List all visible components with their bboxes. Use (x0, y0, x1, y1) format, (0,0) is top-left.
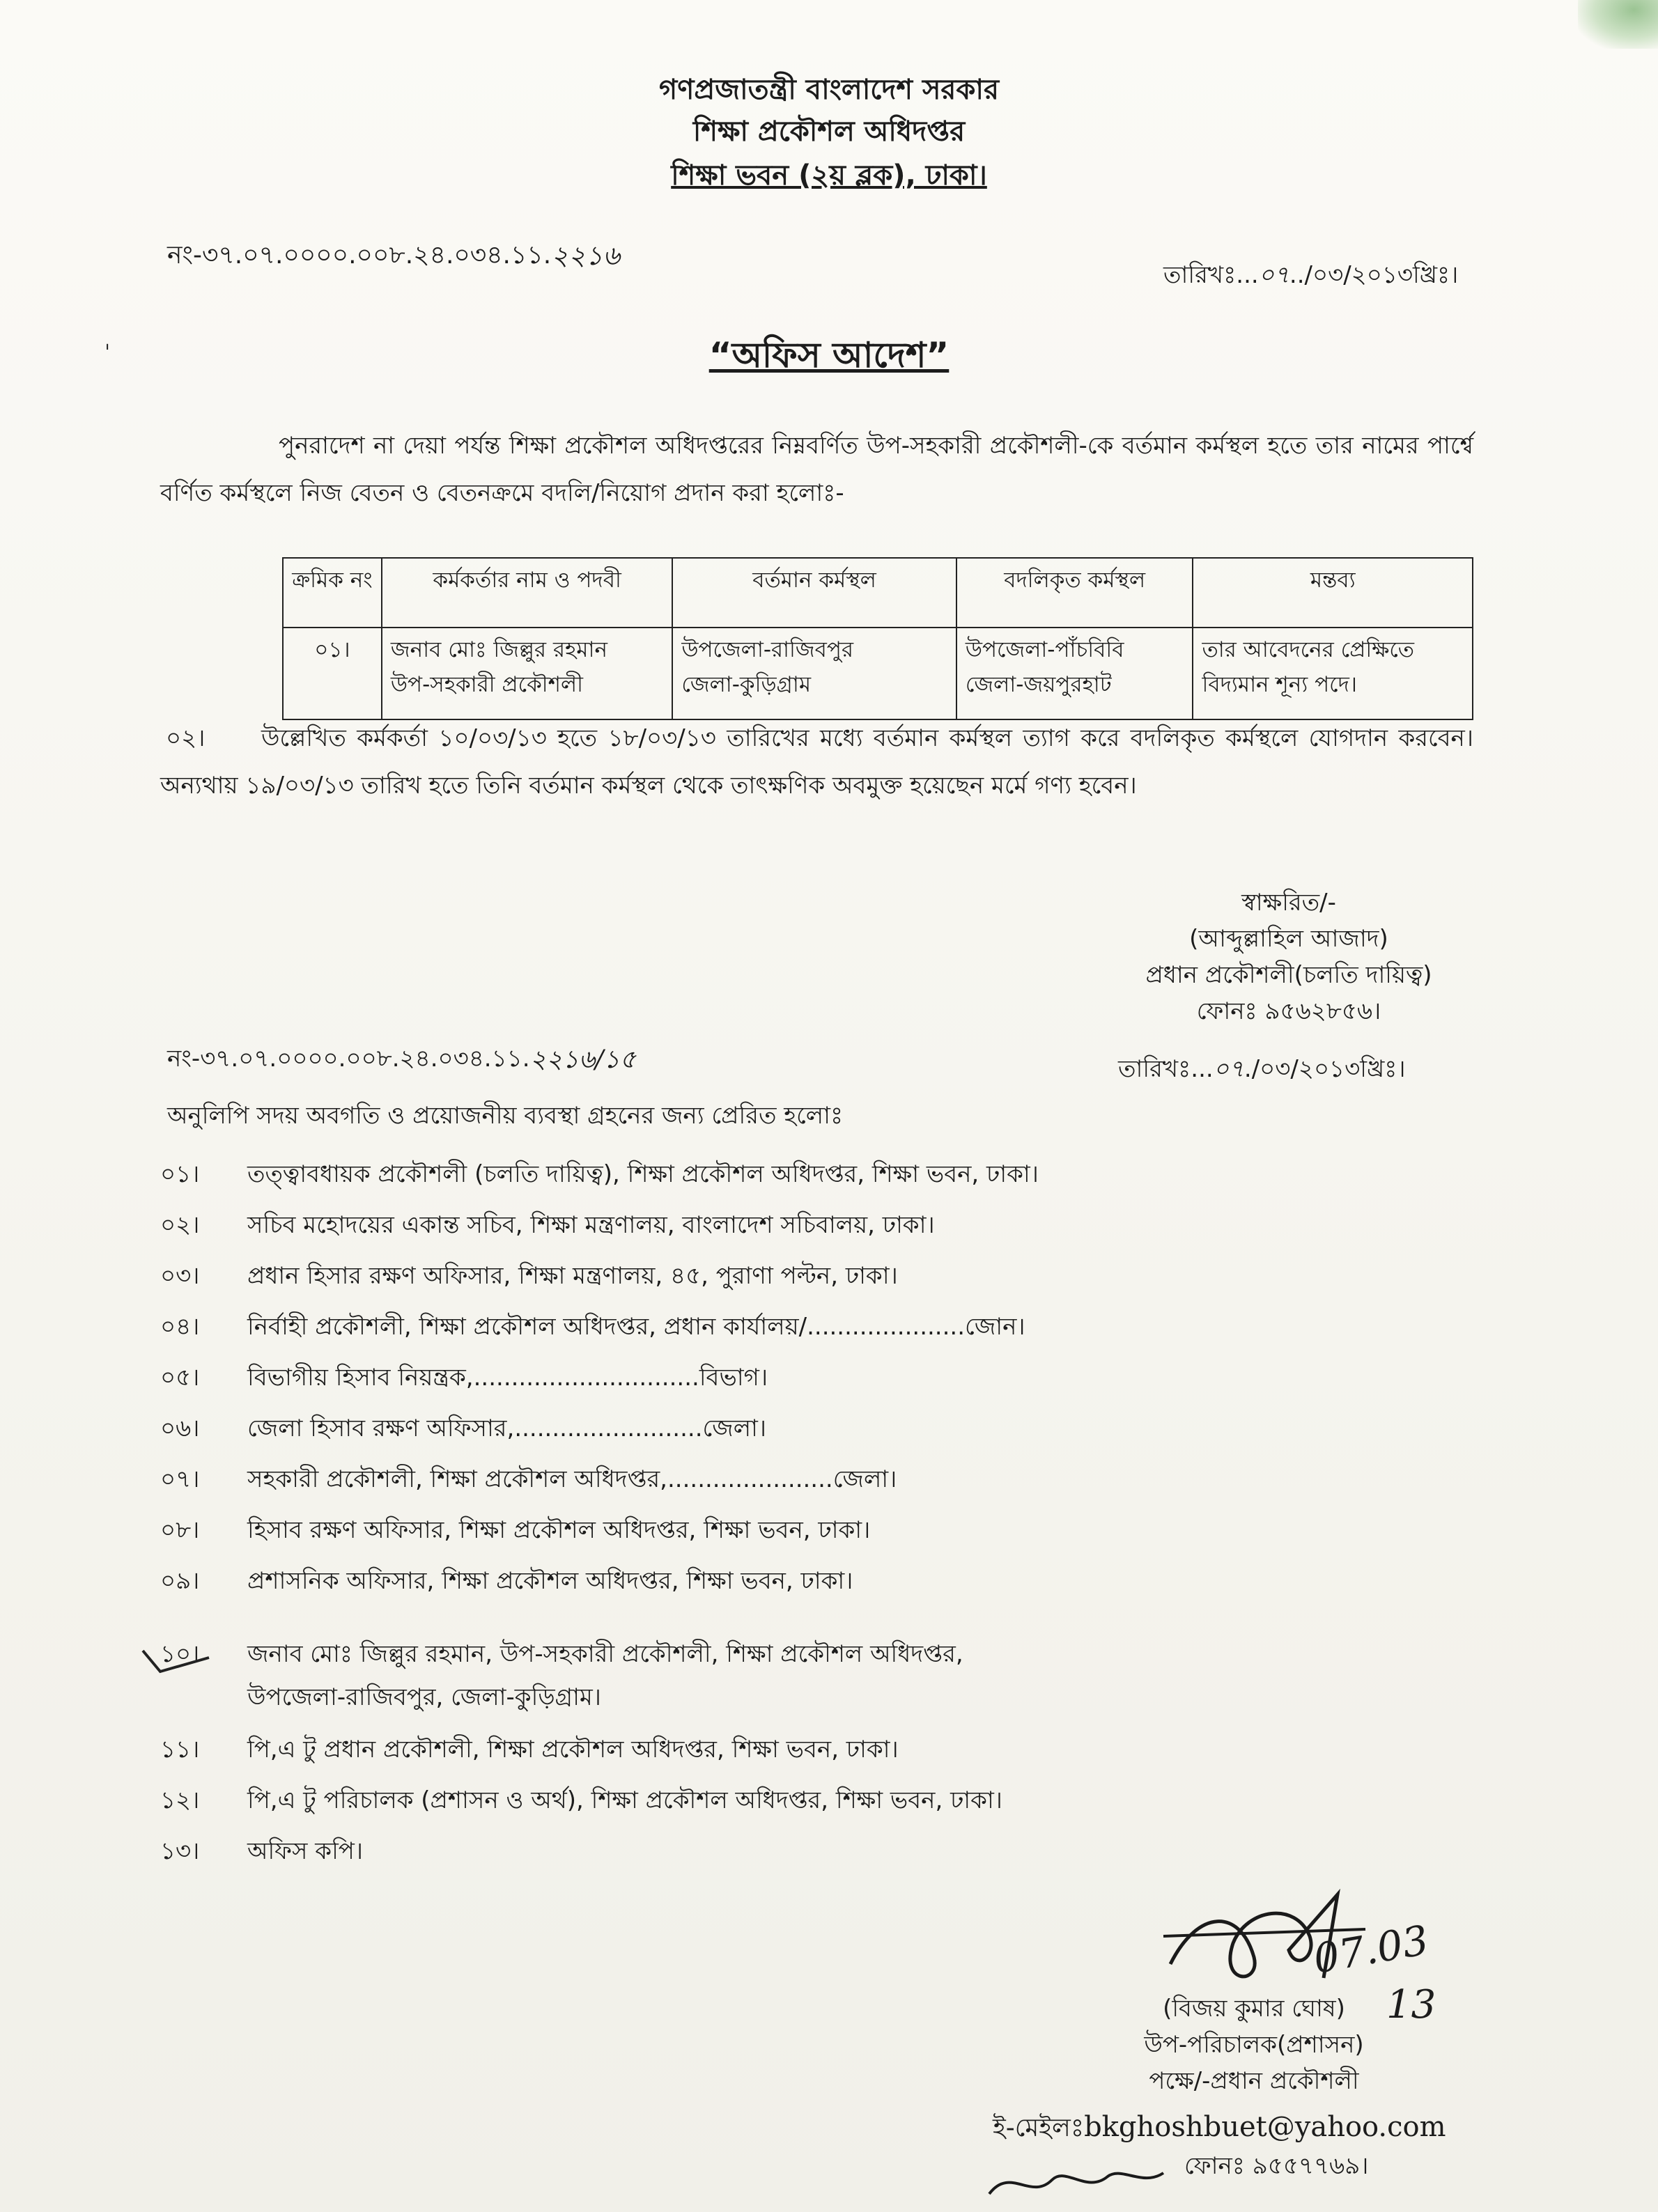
signature-year: 13 (1386, 1982, 1436, 2027)
list-item: ১৩। অফিস কপি। (160, 1837, 364, 1865)
signatory2-phone: ফোনঃ ৯৫৫৭৭৬৯। (1184, 2152, 1369, 2180)
cell-current-posting: উপজেলা-রাজিবপুর জেলা-কুড়িগ্রাম (672, 628, 956, 719)
list-item: ০১। তত্ত্বাবধায়ক প্রকৌশলী (চলতি দায়িত্ব), শিক্ষা প্রকৌশল অধিদপ্তর, শিক্ষা ভবন, ঢাকা। (160, 1160, 1039, 1188)
signatory-chief-engineer (1073, 885, 1505, 1029)
cell-name: জনাব মোঃ জিল্লুর রহমান উপ-সহকারী প্রকৌশলী (382, 628, 672, 719)
tick-mark (139, 1644, 216, 1679)
list-item: ০৬। জেলা হিসাব রক্ষণ অফিসার,.........................জেলা। (160, 1415, 767, 1442)
col-current-posting: বর্তমান কর্মস্থল (672, 558, 956, 628)
signature-date: 07.03 (1310, 1916, 1432, 1983)
list-item: ১০। জনাব মোঃ জিল্লুর রহমান, উপ-সহকারী প্রকৌশলী, শিক্ষা প্রকৌশল অধিদপ্তর, উপজেলা-রাজিবপুর, জেলা-কুড়িগ্রাম। (160, 1640, 963, 1711)
table-row (283, 628, 1473, 719)
list-item: ০২। সচিব মহোদয়ের একান্ত সচিব, শিক্ষা মন্ত্রণালয়, বাংলাদেশ সচিবালয়, ঢাকা। (160, 1211, 935, 1239)
copy-ref-number: নং-৩৭.০৭.০০০০.০০৮.২৪.০৩৪.১১. ২২১৬/১৫ (167, 1045, 636, 1074)
initial-scribble (982, 2159, 1177, 2208)
header-department: শিক্ষা প্রকৌশল অধিদপ্তর (692, 116, 966, 148)
copy-intro: অনুলিপি সদয় অবগতি ও প্রয়োজনীয় ব্যবস্থা গ্রহনের জন্য প্রেরিত হলোঃ (167, 1102, 844, 1130)
signatory2-on-behalf: পক্ষে/-প্রধান প্রকৌশলী (1149, 2067, 1359, 2095)
handwritten-date: ০৭ (1258, 261, 1289, 289)
transfer-table (282, 557, 1473, 720)
memo-ref-number: নং-৩৭.০৭.০০০০.০০৮.২৪.০৩৪.১১. ২২১৬ (167, 240, 620, 271)
handwritten-copy-ref: ২২১৬/১৫ (529, 1045, 636, 1074)
para2-text: উল্লেখিত কর্মকর্তা ১০/০৩/১৩ হতে ১৮/০৩/১৩ তারিখের মধ্যে বর্তমান কর্মস্থল ত্যাগ করে বদলিকৃত কর্মস্থলে যোগদান করবেন। অন্যথায় ১৯/০৩/১৩ তারিখ হতে তিনি বর্তমান কর্মস্থল থেকে তাৎক্ষণিক অবমুক্ত হয়েছেন মর্মে গণ্য হবেন। (160, 724, 1473, 800)
signatory-name: (আব্দুল্লাহিল আজাদ) (1189, 925, 1388, 953)
list-item: ০৫। বিভাগীয় হিসাব নিয়ন্ত্রক,..............................বিভাগ। (160, 1364, 768, 1392)
list-item: ০৪। নির্বাহী প্রকৌশলী, শিক্ষা প্রকৌশল অধিদপ্তর, প্রধান কার্যালয়/.....................জোন। (160, 1313, 1025, 1341)
cell-serial: ০১। (283, 628, 382, 719)
margin-mark: ˈ (104, 341, 111, 366)
handwritten-copy-date: ০৭ (1213, 1055, 1244, 1083)
signatory-phone: ফোনঃ ৯৫৬২৮৫৬। (1196, 997, 1381, 1025)
signatory2-email: ই-মেইলঃbkghoshbuet@yahoo.com (993, 2111, 1446, 2143)
signatory2-name: (বিজয় কুমার ঘোষ) (1163, 1995, 1345, 2023)
col-name: কর্মকর্তার নাম ও পদবী (382, 558, 672, 628)
list-item: ০৯। প্রশাসনিক অফিসার, শিক্ষা প্রকৌশল অধিদপ্তর, শিক্ষা ভবন, ঢাকা। (160, 1567, 853, 1595)
signatory-deputy-director (1073, 1991, 1435, 2099)
header-government: গণপ্রজাতন্ত্রী বাংলাদেশ সরকার (659, 74, 999, 106)
handwritten-ref: ২২১৬ (551, 240, 620, 271)
col-serial: ক্রমিক নং (283, 558, 382, 628)
list-item: ১২। পি,এ টু পরিচালক (প্রশাসন ও অর্থ), শিক্ষা প্রকৌশল অধিদপ্তর, শিক্ষা ভবন, ঢাকা। (160, 1786, 1002, 1814)
page-title: “অফিস আদেশ” (708, 335, 950, 375)
background-leaf (1578, 0, 1658, 49)
signatory-designation: প্রধান প্রকৌশলী(চলতি দায়িত্ব) (1145, 961, 1432, 989)
cell-new-posting: উপজেলা-পাঁচবিবি জেলা-জয়পুরহাট (956, 628, 1193, 719)
col-new-posting: বদলিকৃত কর্মস্থল (956, 558, 1193, 628)
list-item: ১১। পি,এ টু প্রধান প্রকৌশলী, শিক্ষা প্রকৌশল অধিদপ্তর, শিক্ষা ভবন, ঢাকা। (160, 1736, 899, 1763)
memo-date: তারিখঃ...০৭../০৩/২০১৩খ্রিঃ। (1163, 261, 1459, 289)
intro-paragraph: পুনরাদেশ না দেয়া পর্যন্ত শিক্ষা প্রকৌশল অধিদপ্তরের নিম্নবর্ণিত উপ-সহকারী প্রকৌশলী-কে বর্তমান কর্মস্থল হতে তার নামের পার্শ্বে বর্ণিত কর্মস্থলে নিজ বেতন ও বেতনক্রমে বদলি/নিয়োগ প্রদান করা হলোঃ- (160, 432, 1473, 507)
table-header-row (283, 558, 1473, 628)
signatory2-designation: উপ-পরিচালক(প্রশাসন) (1144, 2031, 1364, 2059)
signed-mark: স্বাক্ষরিত/- (1241, 889, 1336, 917)
col-remarks: মন্তব্য (1193, 558, 1473, 628)
header-address: শিক্ষা ভবন (২য় ব্লক), ঢাকা। (671, 159, 987, 192)
para2-number: ০২। (166, 724, 206, 752)
list-item: ০৭। সহকারী প্রকৌশলী, শিক্ষা প্রকৌশল অধিদপ্তর,......................জেলা। (160, 1465, 897, 1493)
copy-date: তারিখঃ...০৭./০৩/২০১৩খ্রিঃ। (1118, 1055, 1406, 1083)
list-item: ০৩। প্রধান হিসার রক্ষণ অফিসার, শিক্ষা মন্ত্রণালয়, ৪৫, পুরাণা পল্টন, ঢাকা। (160, 1262, 898, 1290)
list-item: ০৮। হিসাব রক্ষণ অফিসার, শিক্ষা প্রকৌশল অধিদপ্তর, শিক্ষা ভবন, ঢাকা। (160, 1516, 871, 1544)
cell-remarks: তার আবেদনের প্রেক্ষিতে বিদ্যমান শূন্য পদে। (1193, 628, 1473, 719)
